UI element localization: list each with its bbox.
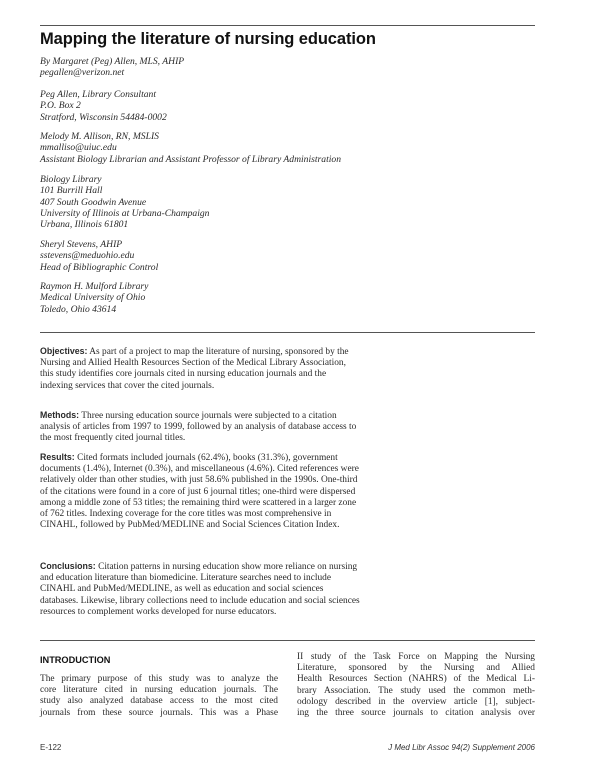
page-number: E-122	[40, 743, 62, 752]
conclusions-text: Citation patterns in nursing education show more reliance on nursing and education literature than biomedicine. Literature searches need to include CINAHL and PubMed/MEDLINE, as well as education and social sciences databases. Likewise, library collections need to include education and social sciences resources to complement works developed for nurse educators.	[40, 562, 360, 617]
top-rule	[40, 25, 535, 26]
author-line: 407 South Goodwin Avenue	[40, 196, 147, 208]
author-line: By Margaret (Peg) Allen, MLS, AHIP	[40, 56, 185, 67]
author-block-3	[40, 131, 341, 165]
author-line: Stratford, Wisconsin 54484-0002	[40, 111, 167, 123]
body-line: The primary purpose of this study was to analyze the	[40, 674, 278, 684]
objectives-label: Objectives:	[40, 346, 88, 356]
author-line: Raymon H. Mulford Library	[40, 281, 149, 292]
body-line: journals from these source journals. This was a Phase	[40, 707, 278, 718]
author-line: 101 Burrill Hall	[40, 185, 103, 197]
body-line: ing the three source journals to citation analysis over	[297, 708, 535, 719]
author-block-2	[40, 89, 167, 123]
abstract-objectives	[40, 346, 360, 392]
author-line: Medical University of Ohio	[40, 292, 146, 304]
results-text: Cited formats included journals (62.4%), books (31.3%), government documents (1.4%), Internet (0.3%), and miscellaneous (4.6%). Cited references were relatively older than other studies, with just 58.6% published in the 1990s. One-third of the citations were found in a core of just 6 journal titles; one-third were dispersed among a middle zone of 53 titles; the remaining third were scattered in a larger zone of 762 titles. Indexing coverage for the core titles was most comprehensive in CINAHL, followed by PubMed/MEDLINE and Social Sciences Citation Index.	[40, 453, 359, 531]
body-line: II study of the Task Force on Mapping the Nursing	[297, 652, 535, 662]
body-line: odology described in the overview article [1], subject-	[297, 696, 535, 707]
body-line: study also analyzed database access to the most cited	[40, 696, 278, 707]
author-line: Biology Library	[40, 174, 102, 185]
author-email: mmalliso@uiuc.edu	[40, 142, 117, 154]
author-line: Toledo, Ohio 43614	[40, 303, 117, 315]
methods-text: Three nursing education source journals were subjected to a citation analysis of articles from 1997 to 1999, followed by an analysis of database access to the most frequently cited journal titles.	[40, 411, 357, 444]
author-line: Peg Allen, Library Consultant	[40, 89, 157, 100]
results-label: Results:	[40, 452, 75, 462]
author-email: sstevens@meduohio.edu	[40, 250, 135, 262]
introduction-heading: INTRODUCTION	[40, 655, 111, 665]
author-line: P.O. Box 2	[40, 100, 81, 112]
abstract-methods	[40, 410, 360, 445]
abstract-results	[40, 452, 360, 531]
body-line: brary Association. The study used the common meth-	[297, 685, 535, 696]
author-block-6	[40, 281, 148, 315]
author-line: Sheryl Stevens, AHIP	[40, 239, 123, 250]
author-line: University of Illinois at Urbana-Champaign	[40, 207, 210, 219]
author-line: Urbana, Illinois 61801	[40, 219, 129, 231]
author-line: Head of Bibliographic Control	[40, 261, 159, 273]
abstract-conclusions	[40, 561, 360, 618]
author-line: Assistant Biology Librarian and Assistant Professor of Library Administration	[40, 153, 341, 165]
objectives-text: As part of a project to map the literature of nursing, sponsored by the Nursing and Allied Health Resources Section of the Medical Library Association, this study identifies core journals cited in nursing education journals and the indexing services that cover the cited journals.	[40, 347, 349, 391]
body-line: Health Resources Section (NAHRS) of the Medical Li-	[297, 674, 535, 685]
methods-label: Methods:	[40, 410, 80, 420]
conclusions-label: Conclusions:	[40, 561, 96, 571]
body-column-right	[297, 652, 535, 719]
body-line: core literature cited in nursing education journals. The	[40, 685, 278, 696]
author-block-1	[40, 56, 184, 79]
abstract-top-rule	[40, 332, 535, 333]
abstract-bottom-rule	[40, 640, 535, 641]
journal-citation: J Med Libr Assoc 94(2) Supplement 2006	[388, 743, 535, 752]
author-block-4	[40, 174, 209, 230]
author-block-5	[40, 239, 158, 273]
body-column-left	[40, 674, 278, 719]
author-email: pegallen@verizon.net	[40, 67, 125, 79]
article-title: Mapping the literature of nursing education	[40, 30, 376, 48]
body-line: Literature, sponsored by the Nursing and Allied	[297, 663, 535, 674]
author-line: Melody M. Allison, RN, MSLIS	[40, 131, 159, 142]
